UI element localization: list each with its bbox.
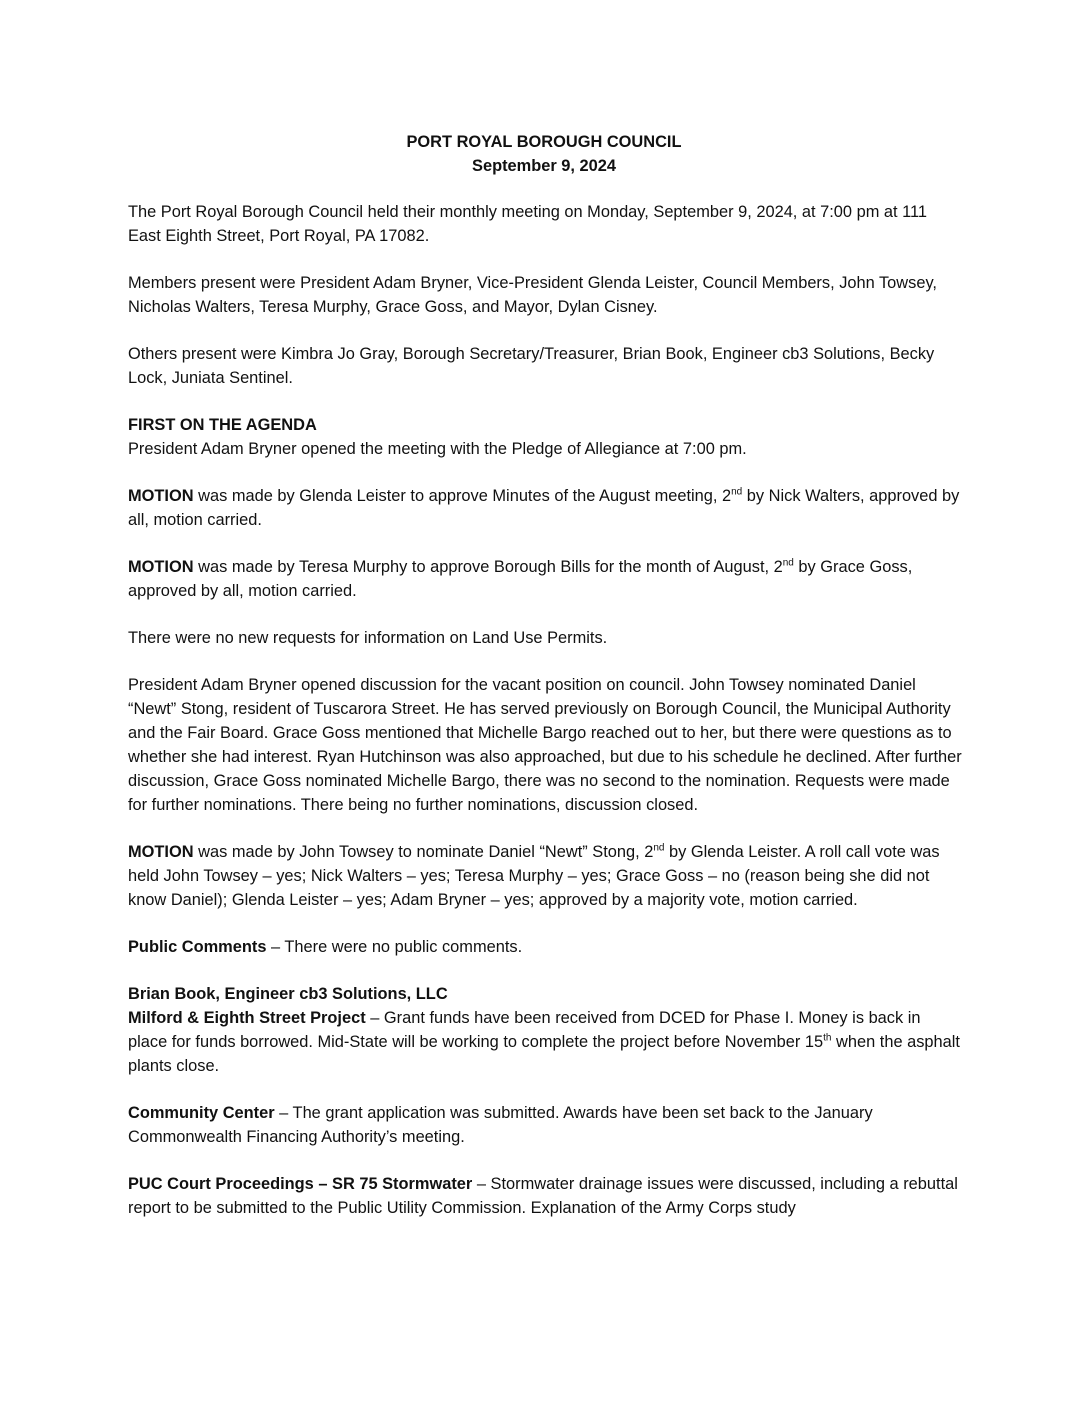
land-use-paragraph: There were no new requests for information on Land Use Permits.	[128, 629, 608, 647]
motion-nomination-paragraph	[128, 840, 964, 912]
community-center-paragraph	[128, 1101, 964, 1149]
motion-text: was made by Teresa Murphy to approve Borough Bills for the month of August, 2	[193, 558, 783, 576]
motion-label: MOTION	[128, 487, 194, 505]
members-present-paragraph: Members present were President Adam Bryner, Vice-President Glenda Leister, Council Members, John Towsey, Nicholas Walters, Teresa Murphy, Grace Goss, and Mayor, Dylan Cisney.	[128, 274, 937, 316]
motion-label: MOTION	[128, 843, 194, 861]
meeting-info-paragraph: The Port Royal Borough Council held their monthly meeting on Monday, September 9, 2024, at 7:00 pm at 111 East Eighth Street, Port Royal, PA 17082.	[128, 203, 928, 245]
document-title: PORT ROYAL BOROUGH COUNCIL	[406, 133, 682, 151]
motion-text: by Glenda Leister. A roll call vote was held John Towsey – yes; Nick Walters – yes; Teresa Murphy – yes; Grace Goss – no (reason being she did not know Daniel); Glenda Leister – yes; Adam Bryner – yes; approved by a majority vote, motion carried.	[128, 843, 940, 909]
public-comments-text: – There were no public comments.	[266, 938, 523, 956]
milford-project-text: – Grant funds have been received from DCED for Phase I. Money is back in place for funds borrowed. Mid-State will be working to complete the project before November 15	[128, 1009, 921, 1051]
public-comments-label: Public Comments	[128, 938, 267, 956]
milford-project-label: Milford & Eighth Street Project	[128, 1009, 366, 1027]
motion-text: was made by Glenda Leister to approve Minutes of the August meeting, 2	[193, 487, 732, 505]
ordinal-suffix: nd	[782, 557, 794, 569]
motion-label: MOTION	[128, 558, 194, 576]
puc-proceedings-label: PUC Court Proceedings – SR 75 Stormwater	[128, 1175, 473, 1193]
minutes-body	[128, 200, 964, 1243]
engineer-heading: Brian Book, Engineer cb3 Solutions, LLC	[128, 985, 448, 1003]
meeting-date: September 9, 2024	[472, 157, 616, 175]
first-agenda-text: President Adam Bryner opened the meeting with the Pledge of Allegiance at 7:00 pm.	[128, 440, 747, 458]
motion-minutes-paragraph	[128, 484, 964, 532]
first-agenda-heading: FIRST ON THE AGENDA	[128, 416, 317, 434]
others-present-paragraph: Others present were Kimbra Jo Gray, Borough Secretary/Treasurer, Brian Book, Engineer cb3 Solutions, Becky Lock, Juniata Sentinel.	[128, 345, 935, 387]
motion-text: by Nick Walters, approved by all, motion carried.	[128, 487, 960, 529]
document-header	[0, 130, 1088, 178]
community-center-text: – The grant application was submitted. Awards have been set back to the January Commonwealth Financing Authority’s meeting.	[128, 1104, 873, 1146]
puc-proceedings-text: – Stormwater drainage issues were discussed, including a rebuttal report to be submitted to the Public Utility Commission. Explanation of the Army Corps study	[128, 1175, 958, 1217]
puc-proceedings-paragraph	[128, 1172, 964, 1220]
motion-text: was made by John Towsey to nominate Daniel “Newt” Stong, 2	[193, 843, 654, 861]
vacancy-discussion-paragraph: President Adam Bryner opened discussion for the vacant position on council. John Towsey nominated Daniel “Newt” Stong, resident of Tuscarora Street. He has served previously on Borough Council, the Municipal Authority and the Fair Board. Grace Goss mentioned that Michelle Bargo reached out to her, but there were questions as to whether she had interest. Ryan Hutchinson was also approached, but due to his schedule he declined. After further discussion, Grace Goss nominated Michelle Bargo, there was no second to the nomination. Requests were made for further nominations. There being no further nominations, discussion closed.	[128, 676, 962, 814]
milford-project-paragraph	[128, 1006, 964, 1078]
ordinal-suffix: nd	[731, 486, 743, 498]
milford-project-text: when the asphalt plants close.	[128, 1033, 960, 1075]
motion-bills-paragraph	[128, 555, 964, 603]
ordinal-suffix: th	[823, 1032, 832, 1044]
public-comments-paragraph	[128, 935, 964, 959]
motion-text: by Grace Goss, approved by all, motion carried.	[128, 558, 913, 600]
community-center-label: Community Center	[128, 1104, 275, 1122]
ordinal-suffix: nd	[653, 842, 665, 854]
